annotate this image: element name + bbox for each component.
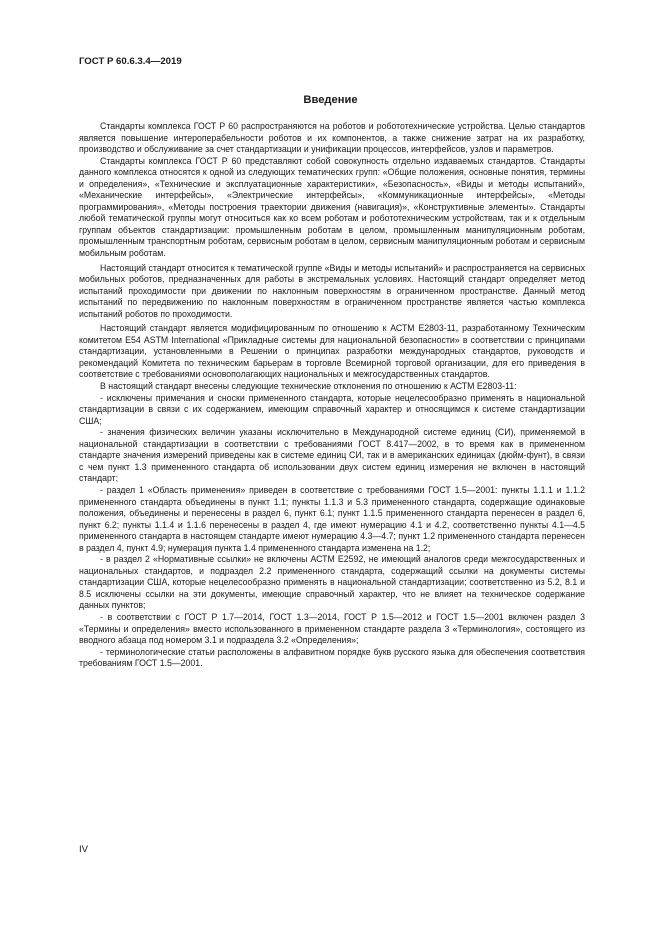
paragraph-subject: Настоящий стандарт относится к тематической группе «Виды и методы испытаний» и распространяется на сервисных мобильных роботов, предназначенных для работы в экстремальных условиях. Настоящий стандарт определяет метод испытаний проходимости при движении по наклонным поверхностям в ограниченном пространстве. Данный метод испытаний по передвижению по наклонным поверхностям в ограниченном пространстве является частью комплекса испытаний роботов по проходимости. xyxy=(79,262,585,319)
list-item: - исключены примечания и сноски примененного стандарта, которые нецелесообразно применять в национальной стандартизации в связи с их содержанием, имеющим справочный характер и относящимся к системе стандартизации США; xyxy=(79,392,585,426)
list-item: - в соответствии с ГОСТ Р 1.7—2014, ГОСТ 1.3—2014, ГОСТ Р 1.5—2012 и ГОСТ 1.5—2001 включен раздел 3 «Термины и определения» вместо использованного в примененном стандарте раздела 3 «Терминология», состоящего из вводного абзаца под номером 3.1 и подраздела 3.2 «Определения»; xyxy=(79,611,585,646)
list-item: - терминологические статьи расположены в алфавитном порядке букв русского языка для обеспечения соответствия требованиям ГОСТ 1.5—2001. xyxy=(79,646,585,669)
list-item: - значения физических величин указаны исключительно в Международной системе единиц (СИ), применяемой в национальной стандартизации в соответствии с требованиями ГОСТ 8.417—2002, в то время как в примененном стандарте значения измерений приведены как в системе единиц СИ, так и в американских единицах (дюйм-фунт), в связи с чем пункт 1.3 примененного стандарта об использовании двух систем единиц измерения не включен в настоящий стандарт; xyxy=(79,427,585,484)
paragraph-scope: Стандарты комплекса ГОСТ Р 60 распространяются на роботов и робототехнические устройства. Целью стандартов является повышение интероперабельности роботов и их компонентов, а также снижение затрат на их разработку, производство и обслуживание за счет стандартизации и унификации процессов, интерфейсов, узлов и параметров. xyxy=(79,121,585,155)
paragraph-groups: Стандарты комплекса ГОСТ Р 60 представляют собой совокупность отдельно издаваемых стандартов. Стандарты данного комплекса относятся к одной из следующих тематических групп: «Общие положения, основные понятия, термины и определения», «Технические и эксплуатационные характеристики», «Безопасность», «Виды и методы испытаний», «Механические интерфейсы», «Электрические интерфейсы», «Коммуникационные интерфейсы», «Методы программирования», «Методы построения траектории движения (навигация)», «Конструктивные элементы». Стандарты любой тематической группы могут относиться как ко всем роботам и робототехническим устройствам, так и к отдельным группам объектов стандартизации: промышленным роботам в целом, промышленным манипуляционным роботам, промышленным транспортным роботам, сервисным роботам в целом, сервисным манипуляционным роботам и сервисным мобильным роботам. xyxy=(79,155,585,259)
paragraph-deviations-intro: В настоящий стандарт внесены следующие технические отклонения по отношению к АСТМ Е2803-11: xyxy=(100,381,517,392)
section-title: Введение xyxy=(303,94,358,106)
list-item: - в раздел 2 «Нормативные ссылки» не включены АСТМ Е2592, не имеющий аналогов среди межгосударственных и национальных стандартов, и подраздел 2.2 примененного стандарта, содержащий ссылки на документы системы стандартизации США, которые нецелесообразно применять в национальной стандартизации; соответственно из 5.2, 8.1 и 8.5 исключены ссылки на эти документы, имеющие справочный характер, что не влияет на техническое содержание данных пунктов; xyxy=(79,554,585,611)
list-item: - раздел 1 «Область применения» приведен в соответствие с требованиями ГОСТ 1.5—2001: пункты 1.1.1 и 1.1.2 примененного стандарта объединены в пункт 1.1; пункты 1.1.3 и 5.3 примененного стандарта, содержащие одинаковые положения, объединены и перенесены в раздел 6, пункт 6.1; пункт 1.1.5 примененного стандарта перенесен в раздел 6, пункт 6.2; пункты 1.1.4 и 1.1.6 перенесены в раздел 4, где имеют нумерацию 4.1 и 4.2, соответственно пункты 4.1—4.5 примененного стандарта в настоящем стандарте имеют нумерацию 4.3—4.7; пункт 1.2 примененного стандарта перенесен в раздел 4, пункт 4.9; нумерация пункта 1.4 примененного стандарта изменена на 1.2; xyxy=(79,484,585,553)
paragraph-modification: Настоящий стандарт является модифицированным по отношению к АСТМ Е2803-11, разработанному Техническим комитетом Е54 ASTM International «Прикладные системы для национальной безопасности» в соответствии с принципами стандартизации, установленными в Решении о принципах разработки международных стандартов, руководств и рекомендаций Комитета по техническим барьерам в торговле Всемирной торговой организации, для его приведения в соответствие с требованиями основополагающих национальных и межгосударственных стандартов. xyxy=(79,323,585,380)
document-header: ГОСТ Р 60.6.3.4—2019 xyxy=(79,56,182,67)
page-number: IV xyxy=(79,844,89,855)
body-text xyxy=(79,121,585,670)
